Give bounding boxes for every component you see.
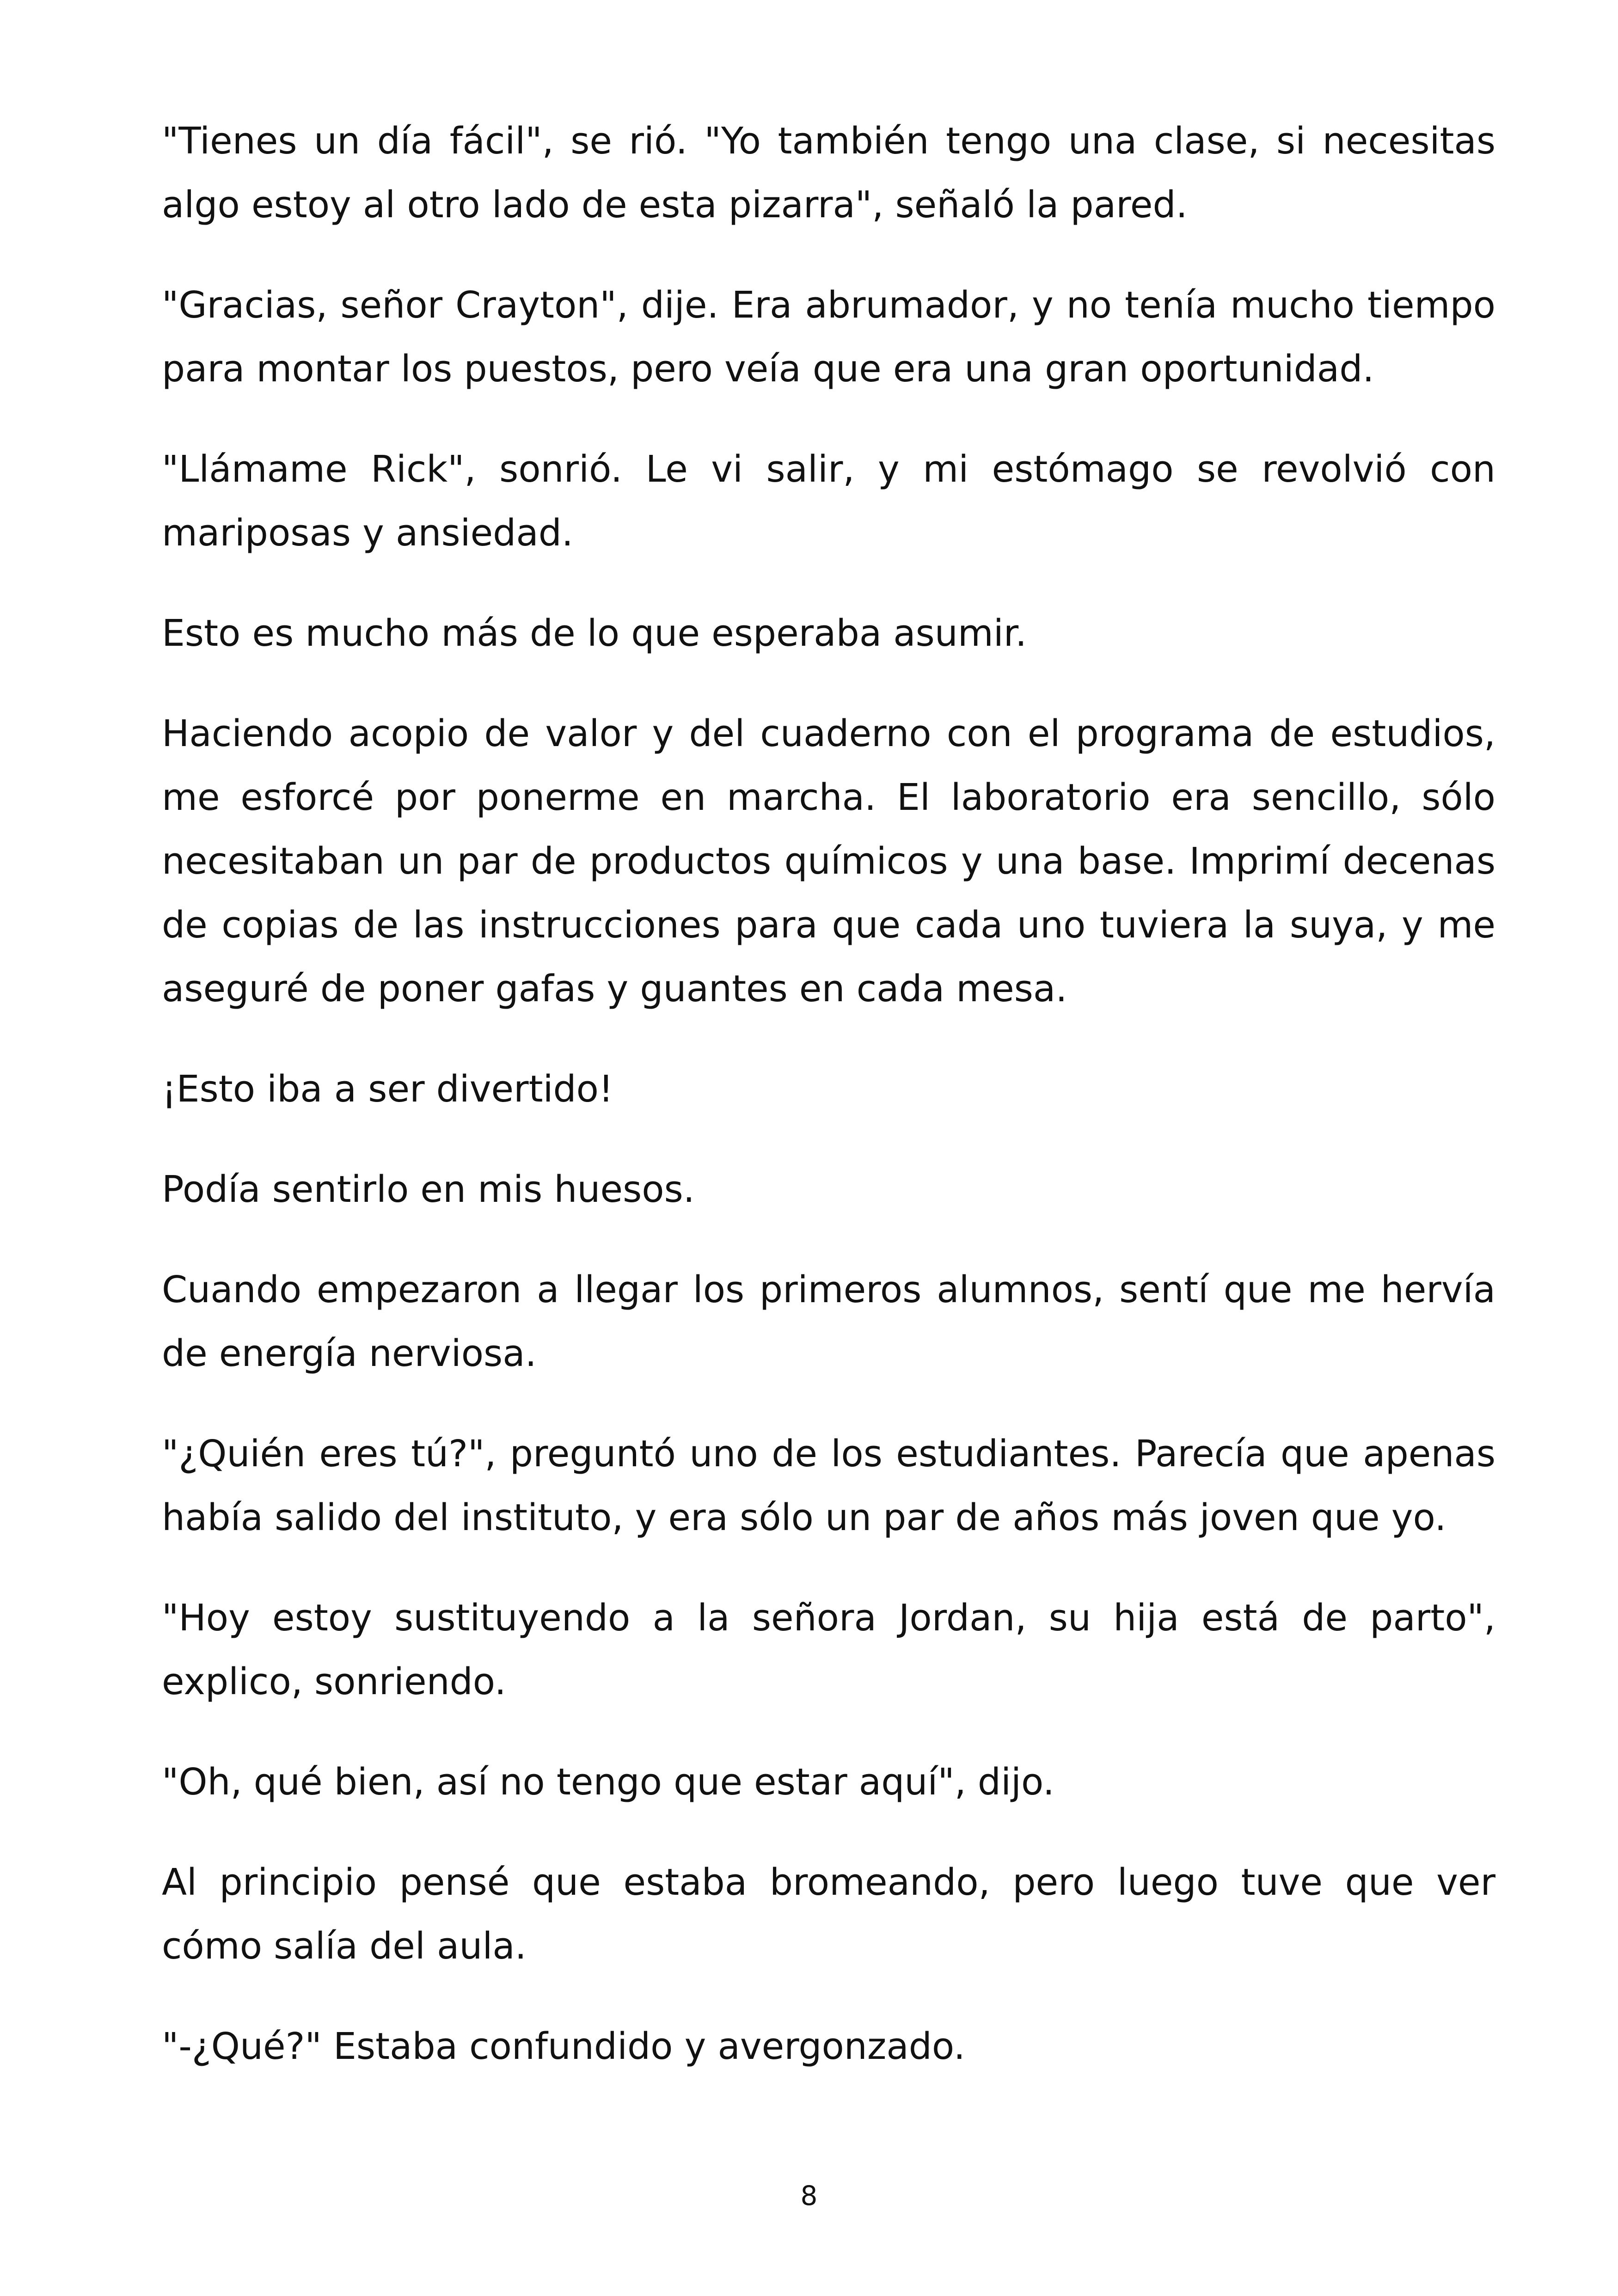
paragraph: "-¿Qué?" Estaba confundido y avergonzado. — [162, 2025, 965, 2068]
paragraph: ¡Esto iba a ser divertido! — [162, 1068, 613, 1110]
paragraph: Al principio pensé que estaba bromeando, pero luego tuve que ver cómo salía del aula. — [162, 1861, 1495, 1967]
page-number: 8 — [800, 2180, 818, 2211]
paragraph: "Oh, qué bien, así no tengo que estar aquí", dijo. — [162, 1761, 1055, 1803]
paragraph: "¿Quién eres tú?", preguntó uno de los estudiantes. Parecía que apenas había salido del instituto, y era sólo un par de años más joven que yo. — [162, 1433, 1495, 1539]
paragraph: "Llámame Rick", sonrió. Le vi salir, y mi estómago se revolvió con mariposas y ansiedad. — [162, 448, 1495, 554]
paragraph: "Hoy estoy sustituyendo a la señora Jordan, su hija está de parto", explico, sonriendo. — [162, 1597, 1495, 1703]
body-text — [162, 109, 1495, 2115]
paragraph: Haciendo acopio de valor y del cuaderno con el programa de estudios, me esforcé por ponerme en marcha. El laboratorio era sencillo, sólo necesitaban un par de productos químicos y una base. Imprimí decenas de copias de las instrucciones para que cada uno tuviera la suya, y me aseguré de poner gafas y guantes en cada mesa. — [162, 712, 1495, 1010]
paragraph: Podía sentirlo en mis huesos. — [162, 1168, 695, 1211]
paragraph: Esto es mucho más de lo que esperaba asumir. — [162, 612, 1027, 655]
paragraph: Cuando empezaron a llegar los primeros alumnos, sentí que me hervía de energía nerviosa. — [162, 1268, 1495, 1375]
paragraph: "Gracias, señor Crayton", dije. Era abrumador, y no tenía mucho tiempo para montar los puestos, pero veía que era una gran oportunidad. — [162, 284, 1495, 390]
paragraph: "Tienes un día fácil", se rió. "Yo también tengo una clase, si necesitas algo estoy al otro lado de esta pizarra", señaló la pared. — [162, 120, 1495, 226]
